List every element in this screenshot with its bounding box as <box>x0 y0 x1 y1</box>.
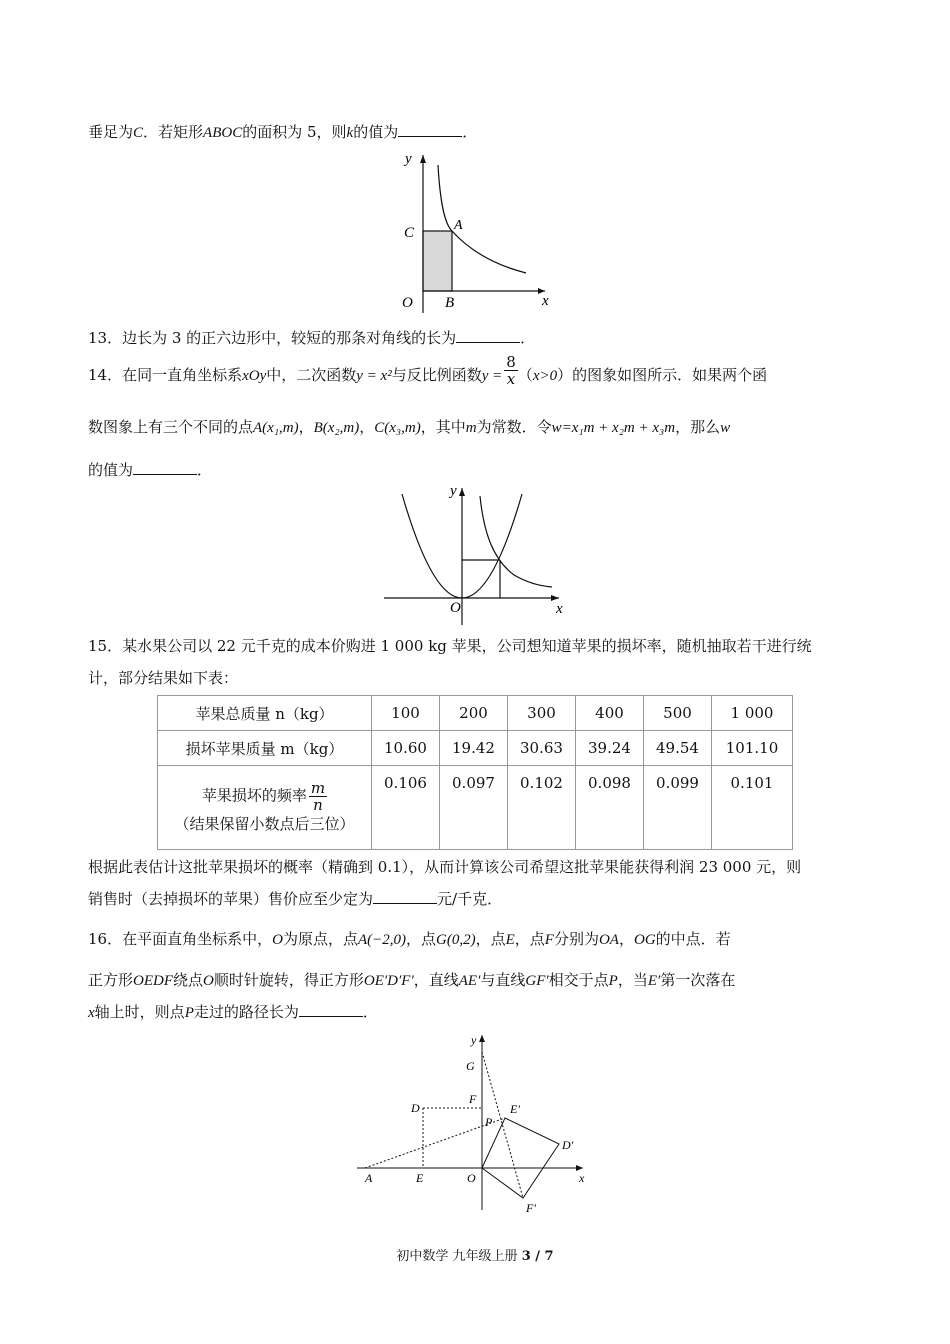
row-header-damaged-mass: 损坏苹果质量 m（kg） <box>158 731 372 766</box>
frequency-note: （结果保留小数点后三位） <box>174 815 355 833</box>
point-G-label: G <box>466 1059 475 1073</box>
axis-x-label: x <box>542 293 549 309</box>
point-B-label: B <box>445 295 455 311</box>
table-cell: 0.106 <box>372 766 440 850</box>
point-F-prime-label: F′ <box>526 1201 536 1215</box>
q14-line3: 的值为 ． <box>88 461 213 479</box>
point-P-label: P <box>485 1115 493 1129</box>
answer-blank <box>398 122 462 137</box>
table-row <box>158 696 793 731</box>
origin-label: O <box>402 295 413 311</box>
origin-label: O <box>450 600 461 616</box>
table-cell: 0.099 <box>644 766 712 850</box>
origin-label: O <box>467 1171 476 1185</box>
q12-text: 垂足为C．若矩形ABOC的面积为 5，则k的值为 ． <box>88 123 478 141</box>
table-cell: 100 <box>372 696 440 731</box>
table-cell: 10.60 <box>372 731 440 766</box>
point-C-label: C <box>404 225 415 241</box>
row-header-frequency <box>158 766 372 850</box>
table-cell: 0.097 <box>440 766 508 850</box>
axis-x-label: x <box>579 1171 585 1185</box>
table-row <box>158 731 793 766</box>
table-cell: 101.10 <box>712 731 793 766</box>
table-cell: 300 <box>508 696 576 731</box>
table-cell: 0.098 <box>576 766 644 850</box>
point-F-label: F <box>469 1092 477 1106</box>
answer-blank <box>299 1002 363 1017</box>
table-cell: 200 <box>440 696 508 731</box>
answer-blank <box>456 328 520 343</box>
q16-figure <box>355 1030 595 1215</box>
point-D-label: D <box>411 1101 420 1115</box>
table-cell: 1 000 <box>712 696 793 731</box>
answer-blank <box>133 460 197 475</box>
q13-text: 13．边长为 3 的正六边形中，较短的那条对角线的长为 ． <box>88 329 536 347</box>
table-cell: 400 <box>576 696 644 731</box>
q16-line3: x轴上时，则点P走过的路径长为 ． <box>88 1003 378 1021</box>
point-E-label: E <box>416 1171 424 1185</box>
q15-line4: 销售时（去掉损坏的苹果）售价应至少定为 元/千克． <box>88 890 503 908</box>
page-number: 3 / 7 <box>521 1249 554 1264</box>
fraction-8-over-x: $\frac{8}{x}$ <box>506 352 516 388</box>
table-cell: 49.54 <box>644 731 712 766</box>
fraction-m-over-n: $\frac{m}{n}$ <box>310 779 326 814</box>
q14-line1: 14．在同一直角坐标系xOy中，二次函数y = x²与反比例函数y = $\frac{8}{x}$ （x>0）的图象如图所示．如果两个函 <box>88 352 768 388</box>
axis-y-label: y <box>405 151 412 167</box>
answer-blank <box>373 889 437 904</box>
q15-line1: 15．某水果公司以 22 元千克的成本价购进 1 000 kg 苹果，公司想知道苹果的损坏率，随机抽取若干进行统 <box>88 637 812 655</box>
frequency-label: 苹果损坏的频率 $\frac{m}{n}$ <box>201 779 326 814</box>
q14-figure <box>384 480 574 625</box>
page-footer: 初中数学 九年级上册 3 / 7 <box>396 1249 554 1264</box>
point-A-label: A <box>365 1171 373 1185</box>
point-D-prime-label: D′ <box>562 1138 574 1152</box>
q12-figure <box>390 145 560 315</box>
axis-y-label: y <box>471 1033 477 1047</box>
q15-line2: 计，部分结果如下表： <box>88 669 239 687</box>
q15-line3: 根据此表估计这批苹果损坏的概率（精确到 0.1），从而计算该公司希望这批苹果能获得利润 23 000 元，则 <box>88 858 802 876</box>
table-cell: 0.102 <box>508 766 576 850</box>
row-header-total-mass: 苹果总质量 n（kg） <box>158 696 372 731</box>
table-row <box>158 766 793 850</box>
table-cell: 19.42 <box>440 731 508 766</box>
axis-x-label: x <box>556 601 563 617</box>
q16-line1: 16．在平面直角坐标系中，O为原点，点A(−2,0)，点G(0,2)，点E，点F分别为OA，OG的中点．若 <box>88 930 731 948</box>
table-cell: 39.24 <box>576 731 644 766</box>
point-A-label: A <box>454 218 463 233</box>
frequency-table <box>157 695 793 850</box>
point-E-prime-label: E′ <box>510 1102 520 1116</box>
table-cell: 0.101 <box>712 766 793 850</box>
table-cell: 30.63 <box>508 731 576 766</box>
q16-line2: 正方形OEDF绕点O顺时针旋转，得正方形OE′D′F′，直线AE′与直线GF′相交于点P，当E′第一次落在 <box>88 971 736 989</box>
table-cell: 500 <box>644 696 712 731</box>
q14-line2: 数图象上有三个不同的点A(x₁,m)，B(x₂,m)，C(x₃,m)，其中m为常数．令w=x₁m + x₂m + x₃m，那么w <box>88 418 731 436</box>
axis-y-label: y <box>450 483 457 499</box>
